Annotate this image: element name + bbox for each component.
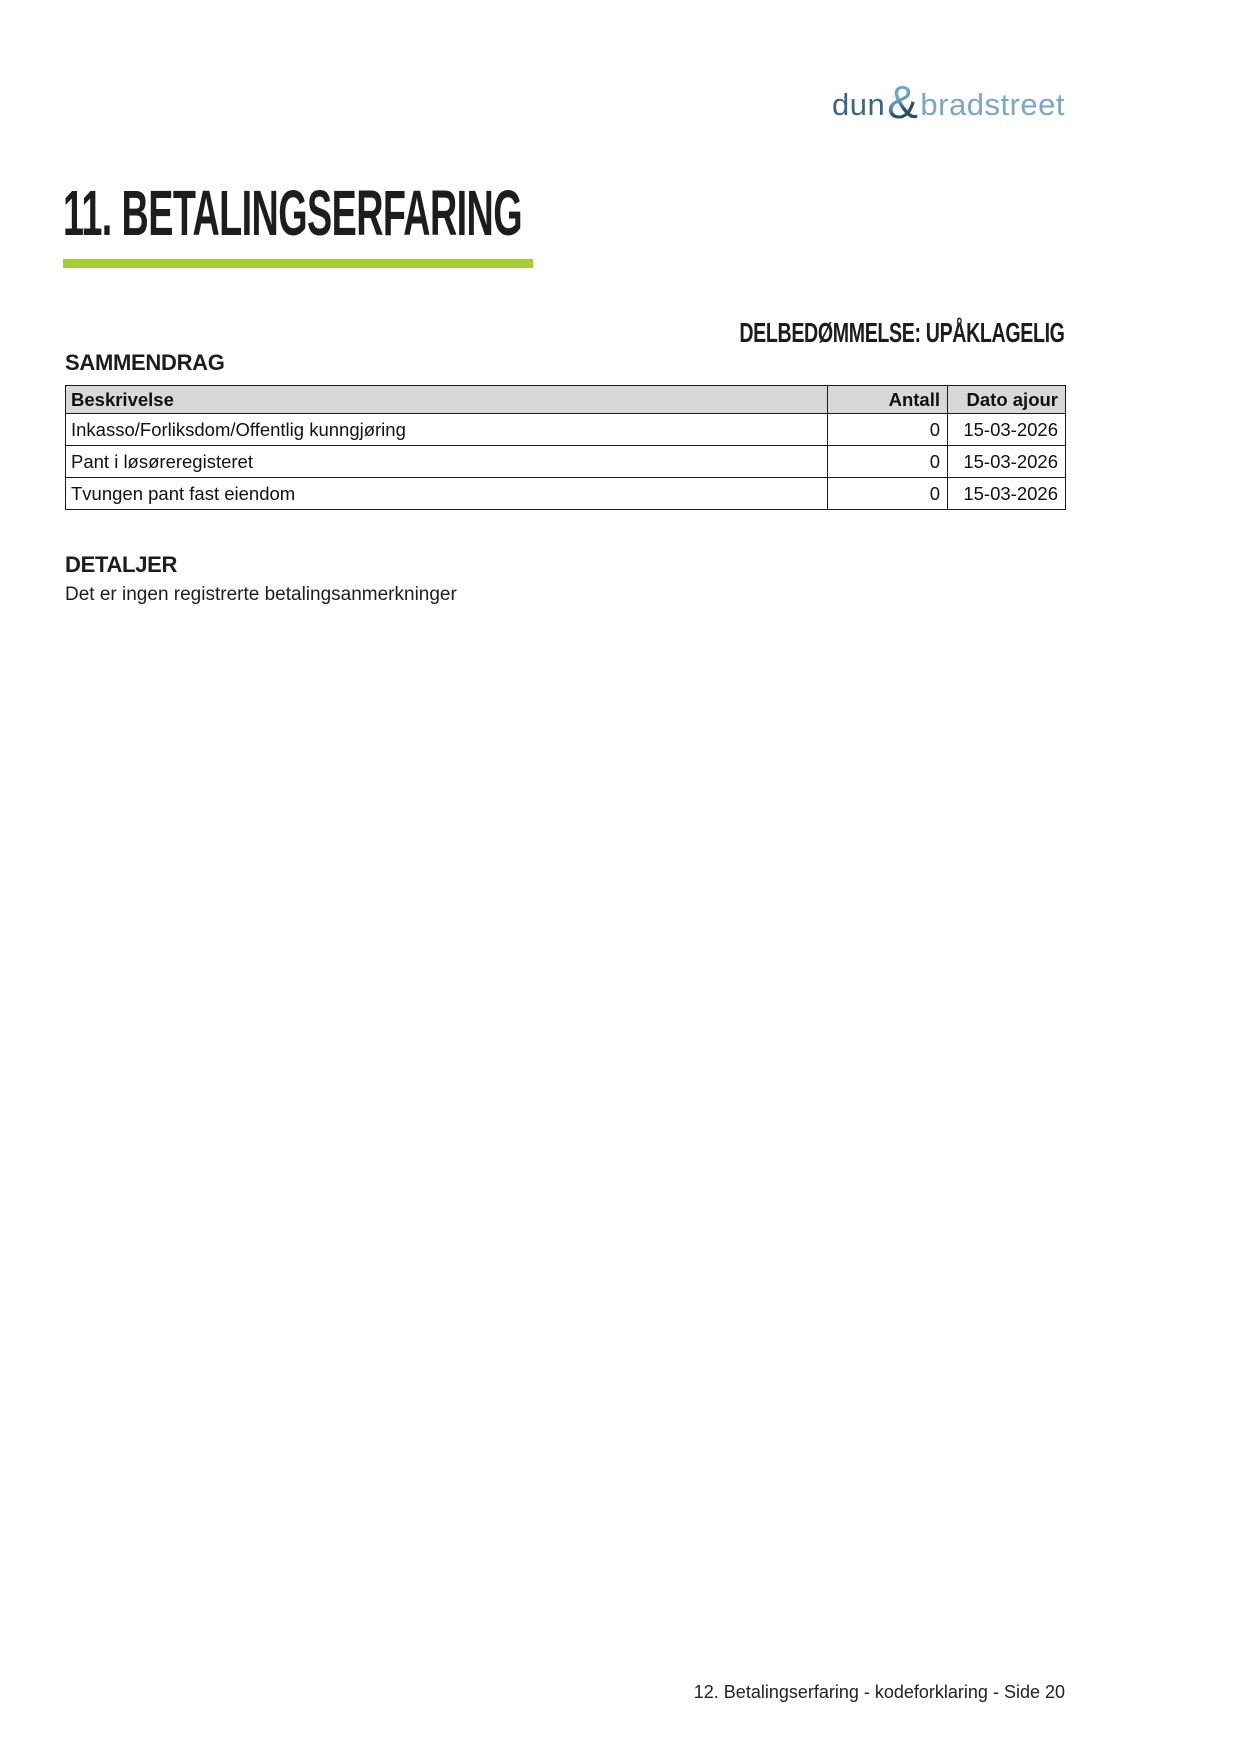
summary-table	[65, 385, 1066, 510]
cell-date: 15-03-2026	[948, 414, 1066, 446]
cell-description: Pant i løsøreregisteret	[66, 446, 828, 478]
logo-ampersand-icon: &	[887, 76, 919, 128]
page-title	[63, 177, 841, 249]
cell-description: Tvungen pant fast eiendom	[66, 478, 828, 510]
logo-dun-text: dun	[832, 87, 886, 122]
details-section-heading: DETALJER	[65, 552, 178, 577]
column-header-antall: Antall	[828, 386, 948, 414]
logo-bradstreet-text: bradstreet	[920, 87, 1065, 122]
summary-table-header-row	[66, 386, 1066, 414]
page-footer: 12. Betalingserfaring - kodeforklaring - Side 20	[693, 1682, 1065, 1702]
cell-date: 15-03-2026	[948, 446, 1066, 478]
dnb-logo	[832, 72, 1065, 126]
assessment-heading-text: DELBEDØMMELSE: UPÅKLAGELIG	[739, 317, 1065, 348]
details-text: Det er ingen registrerte betalingsanmerkninger	[65, 584, 457, 605]
assessment-heading	[600, 319, 1065, 347]
table-row	[66, 478, 1066, 510]
summary-section-heading: SAMMENDRAG	[65, 350, 225, 375]
column-header-beskrivelse: Beskrivelse	[66, 386, 828, 414]
table-row	[66, 414, 1066, 446]
column-header-dato-ajour: Dato ajour	[948, 386, 1066, 414]
cell-count: 0	[828, 414, 948, 446]
cell-count: 0	[828, 446, 948, 478]
cell-count: 0	[828, 478, 948, 510]
cell-description: Inkasso/Forliksdom/Offentlig kunngjøring	[66, 414, 828, 446]
page-title-text: 11. BETALINGSERFARING	[63, 177, 522, 249]
table-row	[66, 446, 1066, 478]
cell-date: 15-03-2026	[948, 478, 1066, 510]
title-accent-rule	[63, 259, 533, 268]
